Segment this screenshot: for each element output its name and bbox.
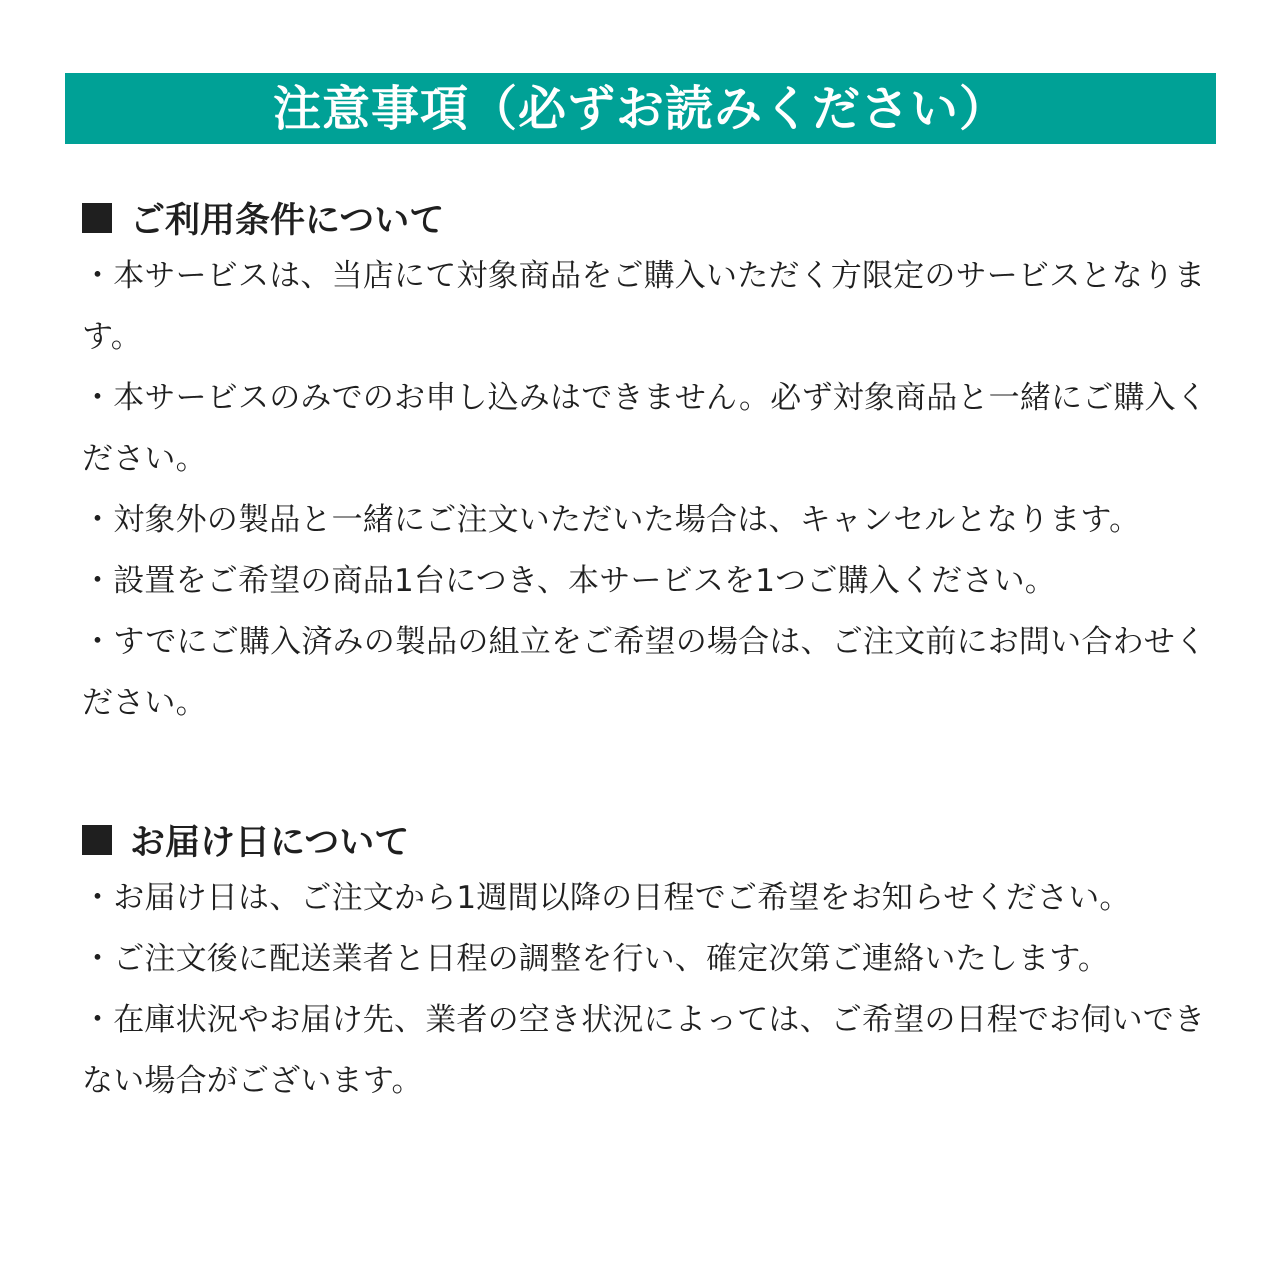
list-item: ・すでにご購入済みの製品の組立をご希望の場合は、ご注文前にお問い合わせください。 bbox=[82, 624, 1207, 721]
square-icon bbox=[82, 203, 112, 233]
banner-title: 注意事項（必ずお読みください） bbox=[272, 80, 1008, 137]
delivery-date-heading bbox=[82, 812, 1232, 868]
delivery-date-list bbox=[82, 868, 1232, 1112]
notice-content bbox=[82, 190, 1232, 1112]
usage-conditions-heading-label: ご利用条件について bbox=[130, 201, 445, 241]
list-item: ・在庫状況やお届け先、業者の空き状況によっては、ご希望の日程でお伺いできない場合がございます。 bbox=[82, 1002, 1206, 1099]
square-icon bbox=[82, 825, 112, 855]
list-item: ・本サービスのみでのお申し込みはできません。必ず対象商品と一緒にご購入ください。 bbox=[82, 380, 1208, 477]
usage-conditions-list bbox=[82, 246, 1232, 734]
notice-banner bbox=[65, 73, 1216, 144]
list-item: ・ご注文後に配送業者と日程の調整を行い、確定次第ご連絡いたします。 bbox=[82, 941, 1110, 977]
usage-conditions-section bbox=[82, 190, 1232, 734]
list-item: ・本サービスは、当店にて対象商品をご購入いただく方限定のサービスとなります。 bbox=[82, 258, 1206, 355]
list-item: ・対象外の製品と一緒にご注文いただいた場合は、キャンセルとなります。 bbox=[82, 502, 1141, 538]
delivery-date-section bbox=[82, 812, 1232, 1112]
list-item: ・お届け日は、ご注文から1週間以降の日程でご希望をお知らせください。 bbox=[82, 880, 1131, 916]
list-item: ・設置をご希望の商品1台につき、本サービスを1つご購入ください。 bbox=[82, 563, 1056, 599]
usage-conditions-heading bbox=[82, 190, 1232, 246]
delivery-date-heading-label: お届け日について bbox=[130, 823, 410, 863]
